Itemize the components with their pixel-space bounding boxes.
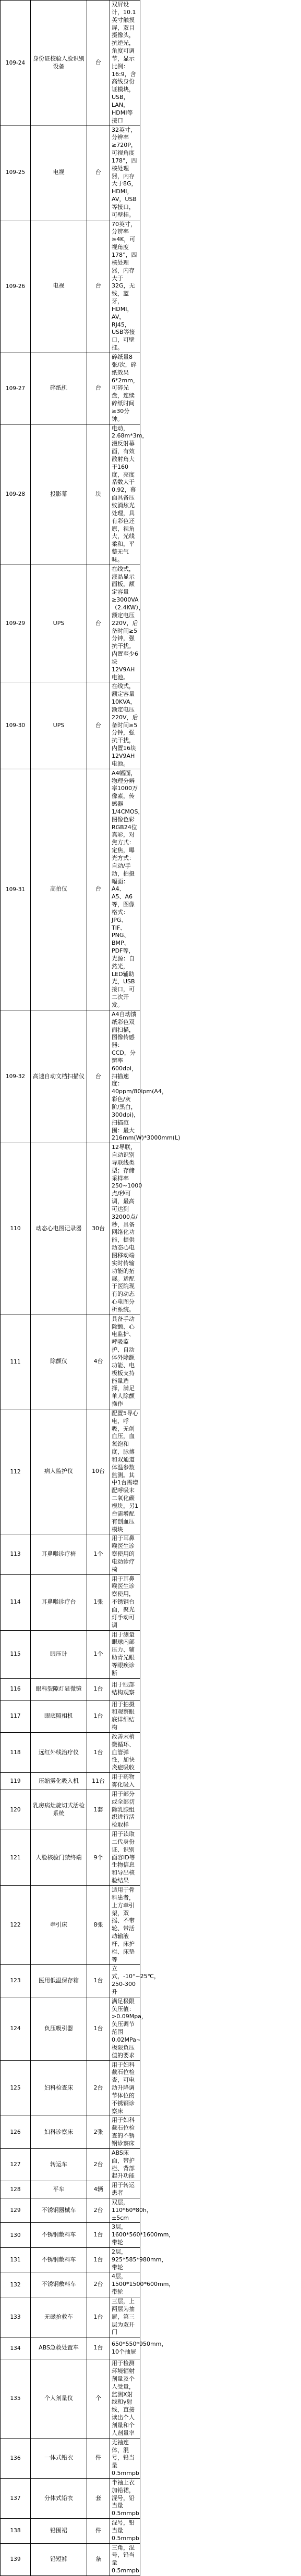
cell-unit: 台	[87, 126, 110, 220]
cell-no: 139	[1, 2543, 31, 2575]
cell-spec: 在线式，液晶显示面板，额定容量≥3000VA（2.4KW），额定电压220V，后备时间≥5分钟，强抗干扰。内置至少6块12V9AH电池。	[110, 565, 140, 682]
cell-unit: 2张	[87, 2116, 110, 2148]
cell-spec: 用于药物雾化吸入	[110, 1773, 140, 1790]
cell-name: 不锈钢敷料车	[31, 2247, 87, 2272]
cell-name: 电视	[31, 126, 87, 220]
table-row	[1, 1790, 299, 1830]
table-row	[1, 1143, 299, 1315]
table-row	[1, 1830, 299, 1886]
cell-name: 人脸核验门禁终端	[31, 1830, 87, 1886]
cell-no: 109-24	[1, 1, 31, 126]
cell-name: 平车	[31, 2181, 87, 2198]
cell-spec: 用于读取二代身份证、识别面容ID等生物信息和导出核验结果	[110, 1830, 140, 1886]
cell-spec: 适用于骨科患者，上方牵引架，双摇、不带轮、带活动输液杆、床护栏、床垫等	[110, 1885, 140, 1964]
table-row	[1, 1678, 299, 1700]
cell-unit: 台	[87, 220, 110, 353]
equipment-table-body	[1, 1, 299, 2576]
cell-spec: 用于耳鼻喉医生诊察使用，不锈钢台面，聚光灯手动可调	[110, 1574, 140, 1630]
cell-spec: 650*550*950mm，10个抽屉	[110, 2337, 140, 2359]
cell-spec: 无袖连体，混号，铅当量0.5mmpb	[110, 2438, 140, 2478]
cell-name: UPS	[31, 682, 87, 769]
cell-spec: 用于妇科截石位检查的不锈钢诊察床	[110, 2116, 140, 2148]
cell-no: 124	[1, 1997, 31, 2060]
cell-no: 109-30	[1, 682, 31, 769]
cell-spec: 用于检测环境辐射剂量及个人受量，监测X射线和γ射线，直接读出个人剂量和个人剂量率	[110, 2359, 140, 2438]
table-row	[1, 1965, 299, 1997]
cell-name: 眼科裂隙灯显微镜	[31, 1678, 87, 1700]
cell-no: 132	[1, 2272, 31, 2297]
cell-no: 137	[1, 2478, 31, 2518]
table-row	[1, 1534, 299, 1574]
cell-name: 耳鼻喉诊疗椅	[31, 1534, 87, 1574]
table-row	[1, 1010, 299, 1143]
table-row	[1, 2198, 299, 2223]
cell-spec: 立式，-10°~25℃，250-300升	[110, 1965, 140, 1997]
table-row	[1, 1, 299, 126]
cell-name: 碎纸机	[31, 353, 87, 424]
cell-name: 投影幕	[31, 424, 87, 565]
cell-spec: A4自动馈纸彩色双面扫描，图像传感器：CCD，分辨率600dpi，扫描速度：40ppm/80ipm(A4，彩色/灰阶/黑白，300dpi)，扫描范围：最大216mm(W)*3000mm(L)	[110, 1010, 140, 1143]
table-row	[1, 1997, 299, 2060]
cell-spec: 三层，上两层为抽屉，第三层为双开门	[110, 2297, 140, 2337]
cell-unit: 台	[87, 769, 110, 1010]
table-row	[1, 1409, 299, 1534]
cell-name: 远红外线治疗仪	[31, 1732, 87, 1772]
cell-unit: 2台	[87, 2148, 110, 2181]
table-row	[1, 1315, 299, 1409]
cell-unit: 10台	[87, 1409, 110, 1534]
cell-unit: 1台	[87, 2223, 110, 2248]
cell-name: 不锈钢器械车	[31, 2198, 87, 2223]
cell-unit: 台	[87, 353, 110, 424]
cell-spec: 用于测量眼球内部压力、辅助青光眼等眼疾诊断	[110, 1630, 140, 1678]
cell-name: 耳鼻喉诊疗台	[31, 1574, 87, 1630]
cell-name: 病人监护仪	[31, 1409, 87, 1534]
cell-unit: 2台	[87, 2060, 110, 2116]
cell-name: 高速自动文档扫描仪	[31, 1010, 87, 1143]
cell-no: 113	[1, 1534, 31, 1574]
cell-spec: 双层，110*60*80h，±5cm	[110, 2198, 140, 2223]
cell-name: UPS	[31, 565, 87, 682]
cell-no: 134	[1, 2337, 31, 2359]
cell-unit: 1台	[87, 1732, 110, 1772]
cell-name: 不锈钢敷料车	[31, 2272, 87, 2297]
cell-unit: 4辆	[87, 2181, 110, 2198]
cell-no: 109-31	[1, 769, 31, 1010]
cell-unit: 1张	[87, 1574, 110, 1630]
cell-no: 135	[1, 2359, 31, 2438]
table-row	[1, 2478, 299, 2518]
cell-unit: 台	[87, 1, 110, 126]
cell-spec: ABS床面，带护栏、背部起升功能	[110, 2148, 140, 2181]
cell-name: 除颤仪	[31, 1315, 87, 1409]
table-row	[1, 2148, 299, 2181]
cell-no: 119	[1, 1773, 31, 1790]
cell-spec: 改善末梢微循环、血管弹性，加快炎症吸收	[110, 1732, 140, 1772]
cell-spec: 用于转运患者	[110, 2181, 140, 2198]
table-row	[1, 2247, 299, 2272]
cell-name: 眼压计	[31, 1630, 87, 1678]
cell-spec: A4幅面，物理分辨率1000万像素，传感器1/4CMOS，图像色彩RGB24位真彩，对焦方式：定焦，曝光方式：自动/手动，拍摄幅面：A4、A5、A6等，图像格式：JPG、TIF、PNG、BMP、PDF等，光源：自然光，LED辅助光，USB接口，可二次开发。	[110, 769, 140, 1010]
cell-unit: 1个	[87, 1534, 110, 1574]
cell-unit: 1台	[87, 1965, 110, 1997]
cell-name: 一体式铅衣	[31, 2438, 87, 2478]
table-row	[1, 1773, 299, 1790]
table-row	[1, 1700, 299, 1732]
cell-name: 动态心电图记录器	[31, 1143, 87, 1315]
cell-spec: 双屏设计，10.1英寸触摸屏，双目摄像头，抗逆光，角度可调节，显示比例：16:9，含高线身份证模块，USB，LAN，HDMI等接口	[110, 1, 140, 126]
cell-unit: 8张	[87, 1885, 110, 1964]
cell-name: 不锈钢敷料车	[31, 2223, 87, 2248]
cell-spec: 用于耳鼻喉医生诊察使用的电动诊疗椅	[110, 1534, 140, 1574]
cell-no: 109-26	[1, 220, 31, 353]
cell-name: 铅短裤	[31, 2543, 87, 2575]
cell-name: 分体式铅衣	[31, 2478, 87, 2518]
table-row	[1, 565, 299, 682]
cell-spec: 混号，铅当量0.5mmpb	[110, 2519, 140, 2544]
cell-name: 妇科诊察床	[31, 2116, 87, 2148]
table-row	[1, 769, 299, 1010]
cell-spec: 4层，1500*1500*600mm，带轮	[110, 2272, 140, 2297]
cell-unit: 块	[87, 424, 110, 565]
cell-unit: 1个	[87, 1630, 110, 1678]
table-row	[1, 2272, 299, 2297]
table-row	[1, 2223, 299, 2248]
cell-spec: 32英寸，分辨率≥720P，可视角度178°，四核处理器，内存大于8G，HDMI，AV，USB等接口，可壁挂。	[110, 126, 140, 220]
cell-no: 123	[1, 1965, 31, 1997]
cell-unit: 台	[87, 1010, 110, 1143]
table-row	[1, 1574, 299, 1630]
table-row	[1, 353, 299, 424]
cell-no: 115	[1, 1630, 31, 1678]
cell-no: 111	[1, 1315, 31, 1409]
cell-spec: 具备手动除颤、心电监护、呼吸监护、自动体外除颤功能、电极板支持能量选择，满足单人除颤操作	[110, 1315, 140, 1409]
cell-spec: 用于拍摄和观察眼底详细结构	[110, 1700, 140, 1732]
table-row	[1, 2359, 299, 2438]
cell-unit: 2台	[87, 2198, 110, 2223]
cell-no: 118	[1, 1732, 31, 1772]
cell-spec: 2层，925*585*980mm，带轮	[110, 2247, 140, 2272]
cell-no: 114	[1, 1574, 31, 1630]
cell-spec: 12导联，自动识别导联线类型；存储采样率250~1000点/秒可调，最高可达到32000点/秒，具备网络化功能，提供动态心电图移动端实时传输功能的拓展。适配于医院现有的动态心电图分析系统。	[110, 1143, 140, 1315]
cell-spec: 70英寸，分辨率≥4K，可视角度178°，四核处理器，内存大于32G，无线，蓝牙，HDMI，AV，RJ45，USB等接口，可壁挂。	[110, 220, 140, 353]
cell-no: 112	[1, 1409, 31, 1534]
cell-name: 医用低温保存箱	[31, 1965, 87, 1997]
cell-name: 转运车	[31, 2148, 87, 2181]
cell-no: 138	[1, 2519, 31, 2544]
cell-unit: 1台	[87, 2297, 110, 2337]
cell-name: 负压吸引器	[31, 1997, 87, 2060]
cell-unit: 1台	[87, 2337, 110, 2359]
table-row	[1, 2181, 299, 2198]
cell-no: 136	[1, 2438, 31, 2478]
cell-spec: 满足极限负压值：>0.09Mpa，负压调节范围0.02MPa~极限负压值的要求	[110, 1997, 140, 2060]
cell-no: 109-25	[1, 126, 31, 220]
table-row	[1, 2543, 299, 2575]
table-row	[1, 1732, 299, 1772]
cell-no: 129	[1, 2198, 31, 2223]
cell-no: 121	[1, 1830, 31, 1886]
cell-unit: 1套	[87, 1790, 110, 1830]
cell-no: 109-27	[1, 353, 31, 424]
cell-name: 压缩雾化吸入机	[31, 1773, 87, 1790]
table-row	[1, 2438, 299, 2478]
table-row	[1, 126, 299, 220]
cell-unit: 条	[87, 2543, 110, 2575]
cell-no: 127	[1, 2148, 31, 2181]
cell-spec: 三角，混号，铅当量0.5mmpb	[110, 2543, 140, 2575]
cell-unit: 1台	[87, 1678, 110, 1700]
cell-spec: 配置5导心电，呼吸，无创血压，血氧饱和度，脉搏和双通道体温参数监测。其中1台需增配呼吸末二氧化碳模块，另1台需增配有创血压模块	[110, 1409, 140, 1534]
cell-name: 乳房病灶旋切式活检系统	[31, 1790, 87, 1830]
cell-spec: 半袖上衣加铅裙，混号，铅当量0.5mmpb	[110, 2478, 140, 2518]
cell-no: 116	[1, 1678, 31, 1700]
cell-no: 120	[1, 1790, 31, 1830]
cell-unit: 套	[87, 2478, 110, 2518]
cell-spec: 用于眼部结构观察	[110, 1678, 140, 1700]
cell-unit: 1台	[87, 2247, 110, 2272]
cell-spec: 电动，2.68m*3m，漫反射幕面，有效散射角大于160度，亮度系数大于0.92，幕面具备压纹消炫光处理，具有彩色还原，视角大，光线柔和，平整无气味。	[110, 424, 140, 565]
cell-unit: 件	[87, 2519, 110, 2544]
table-row	[1, 2297, 299, 2337]
cell-unit: 1台	[87, 1700, 110, 1732]
cell-spec: 用于部分或全部切除乳腺组织进行活检取样	[110, 1790, 140, 1830]
cell-name: ABS急救处置车	[31, 2337, 87, 2359]
cell-name: 铅围裙	[31, 2519, 87, 2544]
cell-no: 128	[1, 2181, 31, 2198]
cell-name: 高拍仪	[31, 769, 87, 1010]
table-row	[1, 220, 299, 353]
cell-no: 126	[1, 2116, 31, 2148]
cell-no: 131	[1, 2247, 31, 2272]
cell-unit: 台	[87, 682, 110, 769]
cell-unit: 4台	[87, 1315, 110, 1409]
cell-name: 无磁抢救车	[31, 2297, 87, 2337]
cell-unit: 个	[87, 2359, 110, 2438]
cell-no: 117	[1, 1700, 31, 1732]
table-row	[1, 1630, 299, 1678]
cell-name: 妇科检查床	[31, 2060, 87, 2116]
cell-name: 身份证校验人脸识别设备	[31, 1, 87, 126]
cell-spec: 碎纸量8张/次，碎纸效果6*2mm，可碎光盘，连续碎纸时间≥30分钟。	[110, 353, 140, 424]
table-row	[1, 682, 299, 769]
table-row	[1, 2116, 299, 2148]
cell-unit: 1台	[87, 1997, 110, 2060]
cell-no: 109-32	[1, 1010, 31, 1143]
cell-unit: 30台	[87, 1143, 110, 1315]
cell-no: 133	[1, 2297, 31, 2337]
table-row	[1, 424, 299, 565]
cell-no: 110	[1, 1143, 31, 1315]
cell-unit: 台	[87, 565, 110, 682]
cell-no: 122	[1, 1885, 31, 1964]
table-row	[1, 2060, 299, 2116]
cell-name: 牵引床	[31, 1885, 87, 1964]
cell-name: 个人剂量仪	[31, 2359, 87, 2438]
cell-spec: 在线式，额定容量10KVA，额定电压220V，后备时间≥5分钟，强抗干扰，内置16块12V9AH电池。	[110, 682, 140, 769]
cell-no: 109-28	[1, 424, 31, 565]
table-row	[1, 2337, 299, 2359]
cell-no: 130	[1, 2223, 31, 2248]
cell-no: 109-29	[1, 565, 31, 682]
cell-no: 125	[1, 2060, 31, 2116]
table-row	[1, 2519, 299, 2544]
cell-name: 电视	[31, 220, 87, 353]
cell-unit: 件	[87, 2438, 110, 2478]
cell-unit: 9个	[87, 1830, 110, 1886]
table-row	[1, 1885, 299, 1964]
cell-spec: 用于妇科截石位检查，可电动升降调节体位的不锈钢诊察床	[110, 2060, 140, 2116]
cell-spec: 3层，1600*560*1600mm，带轮	[110, 2223, 140, 2248]
cell-unit: 11台	[87, 1773, 110, 1790]
cell-name: 眼底照相机	[31, 1700, 87, 1732]
cell-unit: 2台	[87, 2272, 110, 2297]
